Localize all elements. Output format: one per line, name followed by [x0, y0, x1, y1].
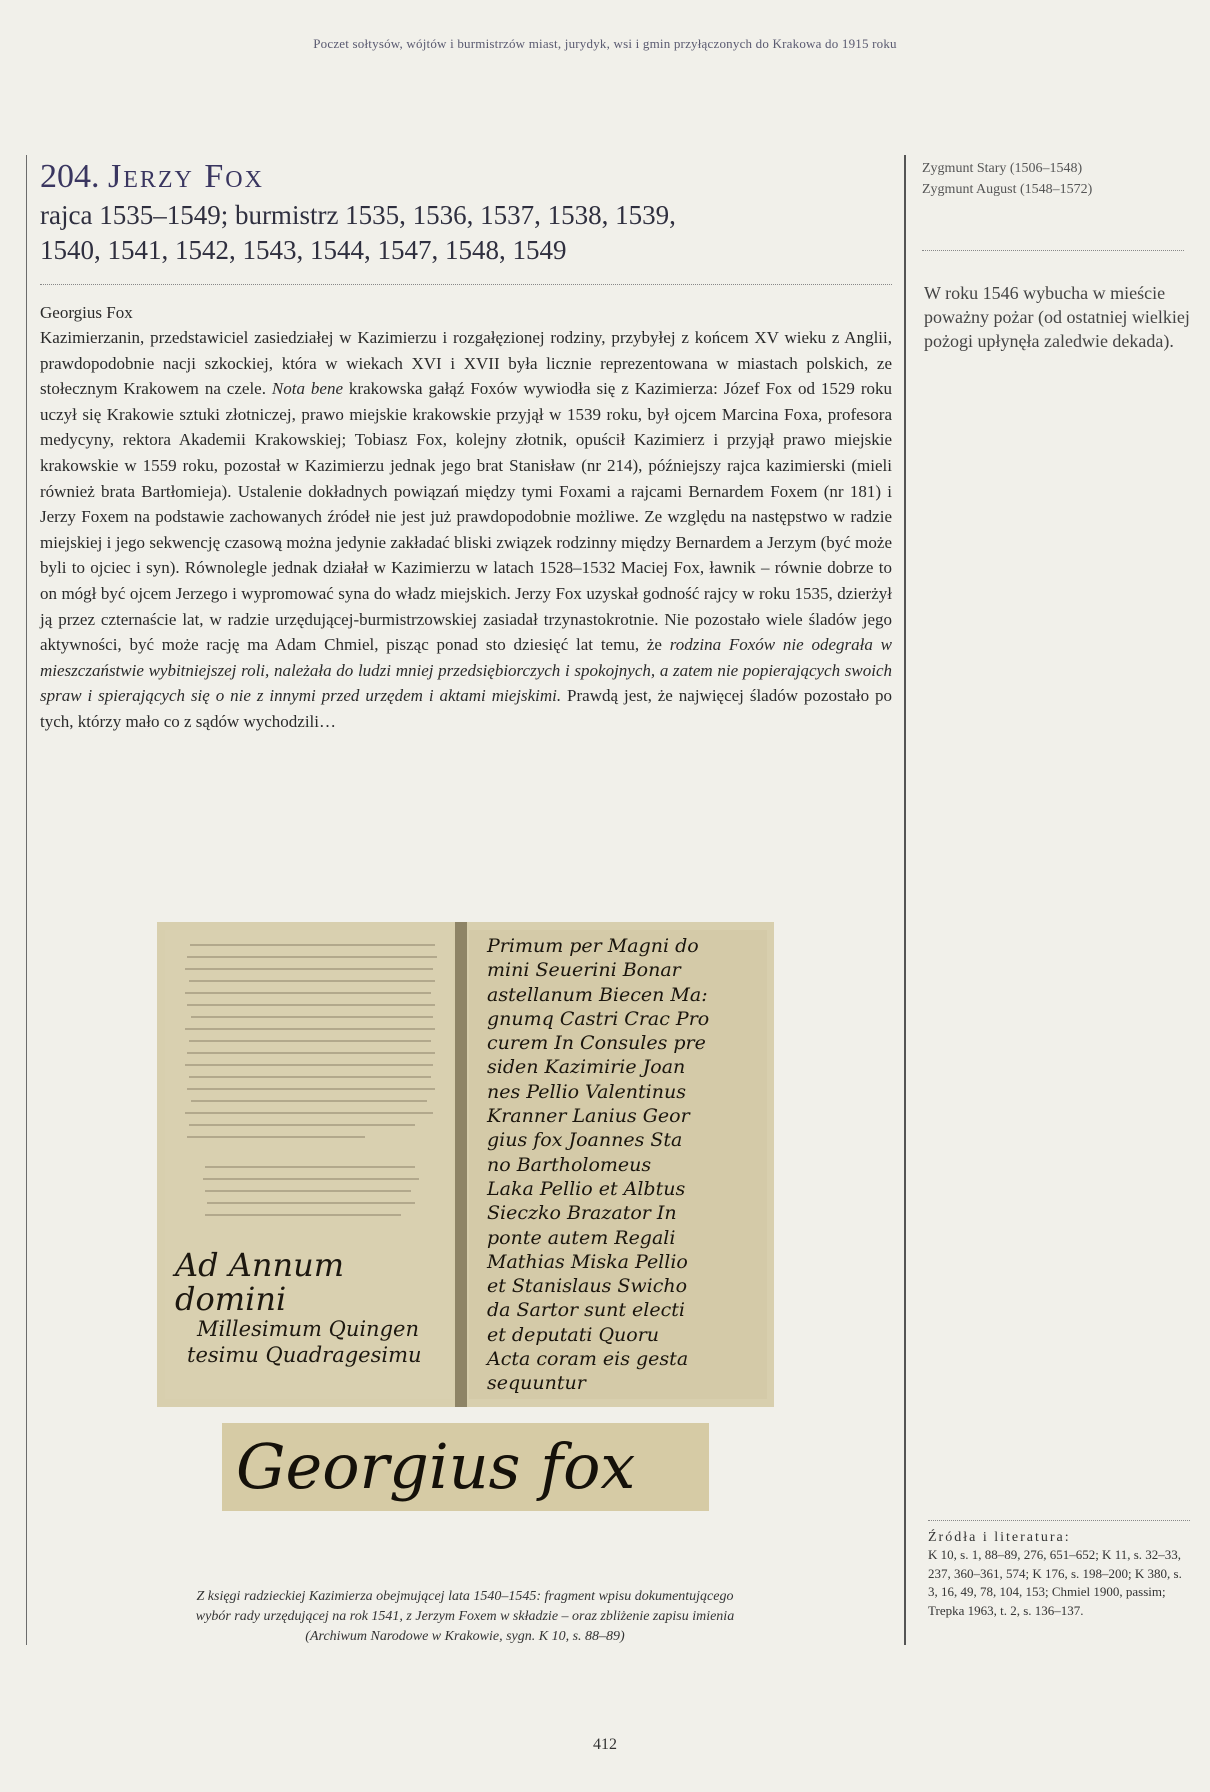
- ms-left-line-2: Millesimum Quingen: [197, 1317, 419, 1341]
- ms-right-line: et Stanislaus Swicho: [487, 1275, 688, 1298]
- manuscript-right-page: [469, 930, 767, 1399]
- manuscript-gutter: [455, 922, 467, 1407]
- sources-divider: [928, 1520, 1190, 1521]
- ms-right-line: mini Seuerini Bonar: [487, 959, 681, 982]
- biography-text: [40, 325, 892, 735]
- ms-right-line: Sieczko Brazator In: [487, 1202, 677, 1225]
- ms-right-line: Acta coram eis gesta: [487, 1348, 689, 1371]
- ms-right-line: siden Kazimirie Joan: [487, 1056, 686, 1079]
- signature-zoom-text: Georgius fox: [236, 1430, 636, 1503]
- caption-line-2: wybór rady urzędującej na rok 1541, z Jerzym Foxem w składzie – oraz zbliżenie zapisu imienia: [195, 1609, 735, 1624]
- ms-right-line: gnumq Castri Crac Pro: [487, 1007, 710, 1030]
- bio-italic-1: Nota bene: [271, 379, 343, 399]
- ms-right-line: Kranner Lanius Geor: [487, 1105, 690, 1128]
- reign-2: Zygmunt August (1548–1572): [922, 182, 1093, 197]
- ms-right-line: astellanum Biecen Ma:: [487, 983, 708, 1006]
- page-number: 412: [593, 1736, 617, 1753]
- entry-name: Jerzy Fox: [108, 158, 264, 195]
- ms-right-line: curem In Consules pre: [487, 1032, 706, 1055]
- latin-name: Georgius Fox: [40, 303, 133, 322]
- main-column: [40, 158, 892, 735]
- ms-right-line: nes Pellio Valentinus: [487, 1080, 686, 1103]
- ms-left-line-3: tesimu Quadragesimu: [187, 1343, 422, 1367]
- left-rule: [26, 155, 27, 1645]
- sidebar-divider: [922, 250, 1184, 251]
- ms-right-line: sequuntur: [487, 1372, 586, 1395]
- offices-line-1: rajca 1535–1549; burmistrz 1535, 1536, 1537, 1538, 1539,: [40, 200, 676, 230]
- manuscript-left-page: [165, 930, 453, 1399]
- offices-line-2: 1540, 1541, 1542, 1543, 1544, 1547, 1548, 1549: [40, 235, 567, 265]
- entry-title: [40, 158, 892, 196]
- ms-right-line: et deputati Quoru: [487, 1323, 660, 1346]
- bio-quote: rodzina Foxów nie odegrała w mieszczaństwie wybitniejszej roli, należała do ludzi mniej przedsiębiorczych i spokojnych, a zatem nie popierających swoich spraw i spierających się o nie z innymi przed urzędem i aktami miejskimi.: [40, 635, 892, 706]
- caption-line-3: (Archiwum Narodowe w Krakowie, sygn. K 10, s. 88–89): [305, 1629, 625, 1644]
- signature-zoom: [222, 1423, 709, 1511]
- running-head: Poczet sołtysów, wójtów i burmistrzów miast, jurydyk, wsi i gmin przyłączonych do Krakowa do 1915 roku: [313, 36, 897, 51]
- ms-right-text: [487, 934, 763, 1396]
- bio-part-2: krakowska gałąź Foxów wywiodła się z Kazimierza: Józef Fox od 1529 roku uczył się Krakowie sztuki złotniczej, prawo miejskie krakowskie przyjął w 1539 roku, był ojcem Marcina Foxa, profesora medycyny, rektora Akademii Krakowskiej; Tobiasz Fox, kolejny złotnik, opuścił Kazimierz i przyjął prawo miejskie krakowskie w 1559 roku, pozostał w Kazimierzu jednak jego brat Stanisław (nr 214), późniejszy rajca kazimierski (mieli również brata Bartłomieja). Ustalenie dokładnych powiązań między tymi Foxami a rajcami Bernardem Foxem (nr 181) i Jerzy Foxem na podstawie zachowanych źródeł nie jest już prawdopodobnie możliwe. Ze względu na następstwo w radzie miejskiej i jego sekwencję czasową można jedynie zakładać bliski związek rodzinny między Bernardem a Jerzym (być może byli to ojciec i syn). Równolegle jednak działał w Kazimierzu w latach 1528–1532 Maciej Fox, ławnik – równie dobrze to on mógł być ojcem Jerzego i wypromować syna do władz miejskich. Jerzy Fox uzyskał godność rajcy w roku 1535, dzierżył ją przez czternaście lat, w radzie urzędującej-burmistrzowskiej zasiadał trzynastokrotnie. Nie pozostało wiele śladów jego aktywności, być może rację ma Adam Chmiel, pisząc ponad sto dziesięć lat temu, że: [40, 379, 892, 655]
- heading-divider: [40, 284, 892, 285]
- bio-part-3: Prawdą jest, że najwięcej śladów pozostało po tych, którzy mało co z sądów wychodzili…: [40, 686, 893, 731]
- ms-right-line: da Sartor sunt electi: [487, 1299, 685, 1322]
- caption-line-1: Z księgi radzieckiej Kazimierza obejmującej lata 1540–1545: fragment wpisu dokumentującego: [196, 1589, 734, 1604]
- ms-right-line: Laka Pellio et Albtus: [487, 1177, 686, 1200]
- sidebar: [922, 158, 1192, 353]
- manuscript-figure: [157, 922, 774, 1407]
- ms-left-line-1: Ad Annum domini: [175, 1246, 345, 1318]
- ms-right-line: gius fox Joannes Sta: [487, 1129, 683, 1152]
- figure-caption: [120, 1587, 810, 1647]
- ms-right-line: no Bartholomeus: [487, 1153, 652, 1176]
- ms-right-line: Primum per Magni do: [487, 935, 699, 957]
- historical-event: W roku 1546 wybucha w mieście poważny pożar (od ostatniej wielkiej pożogi upłynęła zaledwie dekada).: [924, 283, 1190, 351]
- column-divider: [904, 155, 906, 1645]
- sources-block: [928, 1530, 1190, 1620]
- bio-part-1: Kazimierzanin, przedstawiciel zasiedziałej w Kazimierzu i rozgałęzionej rodziny, przybyłej z końcem XV wieku z Anglii, prawdopodobnie nacji szkockiej, która w wiekach XVI i XVII była licznie reprezentowana w miastach polskich, ze stołecznym Krakowem na czele.: [40, 328, 892, 399]
- sources-text: K 10, s. 1, 88–89, 276, 651–652; K 11, s. 32–33, 237, 360–361, 574; K 176, s. 198–200; K 380, s. 3, 16, 49, 78, 104, 153; Chmiel 1900, passim; Trepka 1963, t. 2, s. 136–137.: [928, 1547, 1182, 1618]
- sources-heading: Źródła i literatura:: [928, 1530, 1071, 1545]
- reign-1: Zygmunt Stary (1506–1548): [922, 161, 1083, 176]
- ms-right-line: Mathias Miska Pellio: [487, 1250, 688, 1273]
- entry-offices: [40, 198, 892, 268]
- ms-right-line: ponte autem Regali: [487, 1226, 676, 1249]
- entry-number: 204.: [40, 158, 100, 195]
